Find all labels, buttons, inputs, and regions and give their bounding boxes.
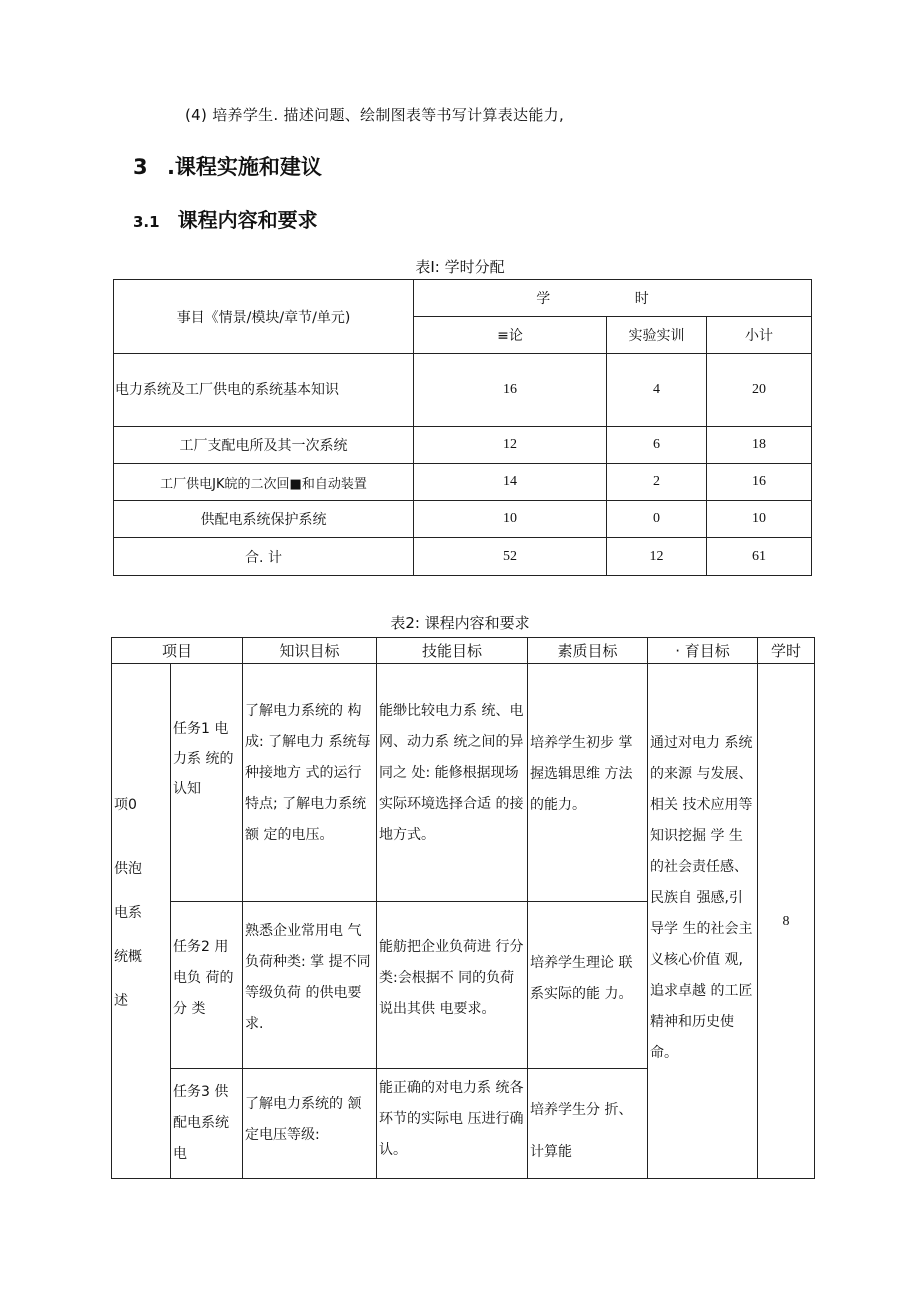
table-row <box>114 427 812 464</box>
row-name: 供配电系统保护系统 <box>114 501 414 538</box>
hours-value: 8 <box>782 914 790 929</box>
quality-cell <box>528 902 648 1069</box>
table1-header-subtotal: 小计 <box>707 317 812 354</box>
table-row <box>114 501 812 538</box>
table-row <box>114 354 812 427</box>
row-subtotal: 16 <box>707 464 812 501</box>
subsection-number: 3.1 <box>133 213 160 231</box>
table1-header-hours: 学 时 <box>414 280 812 317</box>
education-text: 通过对电力 系统的来源 与发展、相关 技术应用等 知识挖掘 学 生的社会责任感、民族自 强感,引导学 生的社会主 义核心价值 观,追求卓越 的工匠精神和历史使命。 <box>650 735 753 1061</box>
row-name: 合. 计 <box>114 538 414 576</box>
knowledge-text: 了解电力系统的 构成: 了解电力 系统每种接地方 式的运行特点; 了解电力系统额 定的电压。 <box>245 703 371 843</box>
row-theory: 52 <box>414 538 607 576</box>
task-name: 任务2 用电负 荷的分 类 <box>173 939 234 1017</box>
quality-text: 培养学生初步 掌握选辑思维 方法的能力。 <box>530 735 633 813</box>
row-name: 工厂支配电所及其一次系统 <box>114 427 414 464</box>
row-practice: 6 <box>607 427 707 464</box>
row-subtotal: 20 <box>707 354 812 427</box>
task-name: 任务1 电力系 统的认知 <box>173 721 234 797</box>
table2-header-skill: 技能目标 <box>377 638 528 664</box>
quality-cell <box>528 664 648 902</box>
row-practice: 4 <box>607 354 707 427</box>
education-cell <box>648 664 758 1179</box>
row-theory: 10 <box>414 501 607 538</box>
section-number: 3 <box>133 155 148 179</box>
row-practice: 0 <box>607 501 707 538</box>
knowledge-cell <box>243 1069 377 1179</box>
table-row <box>112 664 815 902</box>
row-subtotal: 10 <box>707 501 812 538</box>
row-practice: 2 <box>607 464 707 501</box>
hours-allocation-table <box>113 279 812 576</box>
table2-caption: 表2: 课程内容和要求 <box>390 614 530 632</box>
table1-header-theory: ≡论 <box>414 317 607 354</box>
skill-text: 能正确的对电力系 统各环节的实际电 压进行确认。 <box>379 1080 524 1158</box>
row-theory: 14 <box>414 464 607 501</box>
task-cell <box>171 1069 243 1179</box>
task-name: 任务3 供配电系统电 <box>173 1084 229 1162</box>
subsection-heading <box>133 204 318 233</box>
section-title: .课程实施和建议 <box>166 155 322 179</box>
table1-caption: 表Ⅰ: 学时分配 <box>415 258 505 276</box>
section-heading <box>133 151 322 181</box>
row-subtotal: 61 <box>707 538 812 576</box>
table1-header-item: 事目《情景/模块/章节/单元) <box>114 280 414 354</box>
knowledge-text: 了解电力系统的 颔定电压等级: <box>245 1096 362 1143</box>
hours-cell <box>758 664 815 1179</box>
table2-header-education: · 育目标 <box>648 638 758 664</box>
project-name: 供泡电系统概述 <box>114 861 142 1009</box>
table2-header-hours: 学时 <box>758 638 815 664</box>
table2-header-quality: 素质目标 <box>528 638 648 664</box>
skill-cell <box>377 902 528 1069</box>
objective-item-4: (4) 培养学生. 描述问题、绘制图表等书写计算表达能力, <box>185 106 565 124</box>
skill-cell <box>377 1069 528 1179</box>
project-code: 项0 <box>114 797 137 813</box>
row-theory: 12 <box>414 427 607 464</box>
subsection-title: 课程内容和要求 <box>177 208 318 232</box>
table2-header-knowledge: 知识目标 <box>243 638 377 664</box>
knowledge-cell <box>243 902 377 1069</box>
quality-text: 培养学生理论 联系实际的能 力。 <box>530 955 633 1002</box>
skill-text: 能舫把企业负荷进 行分类:会根据不 同的负荷说出其供 电要求。 <box>379 939 524 1017</box>
quality-text: 培养学生分 折、计算能 <box>530 1102 633 1160</box>
project-cell <box>112 664 171 1179</box>
row-name: 工厂供电JK皖的二次回■和自动装置 <box>114 464 414 501</box>
row-name: 电力系统及工厂供电的系统基本知识 <box>114 354 414 427</box>
table1-header-practice: 实验实训 <box>607 317 707 354</box>
knowledge-cell <box>243 664 377 902</box>
table-row <box>114 464 812 501</box>
skill-cell <box>377 664 528 902</box>
table-row-total <box>114 538 812 576</box>
row-practice: 12 <box>607 538 707 576</box>
task-cell <box>171 664 243 902</box>
row-theory: 16 <box>414 354 607 427</box>
course-content-table <box>111 637 815 1179</box>
knowledge-text: 熟悉企业常用电 气负荷种类: 掌 提不同等级负荷 的供电要求. <box>245 923 371 1032</box>
quality-cell <box>528 1069 648 1179</box>
skill-text: 能缈比较电力系 统、电网、动力系 统之间的异同之 处: 能修根据现场 实际环境选择合适 的接地方式。 <box>379 703 524 843</box>
task-cell <box>171 902 243 1069</box>
table2-header-item: 项目 <box>112 638 243 664</box>
row-subtotal: 18 <box>707 427 812 464</box>
